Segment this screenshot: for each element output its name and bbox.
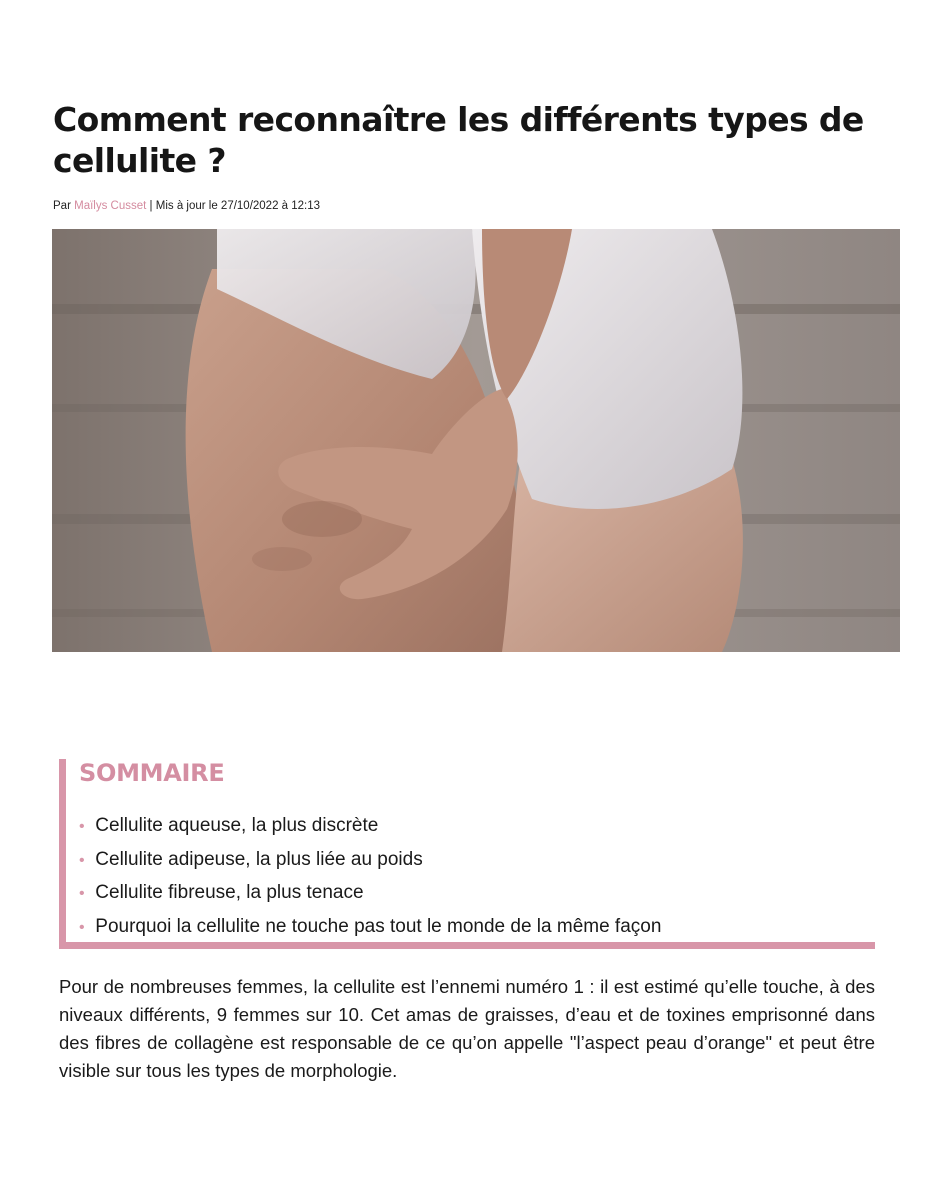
summary-item: [79, 810, 661, 844]
summary-box: [59, 759, 875, 949]
article-title: Comment reconnaître les différents types de cellulite ?: [53, 100, 864, 180]
author-link[interactable]: Maïlys Cusset: [74, 200, 147, 212]
updated-date: Mis à jour le 27/10/2022 à 12:13: [155, 200, 321, 212]
hero-photo: [52, 229, 900, 652]
bullet-icon: •: [79, 885, 85, 902]
summary-link-fibreuse[interactable]: Cellulite fibreuse, la plus tenace: [95, 882, 364, 903]
summary-item: [79, 911, 661, 945]
bullet-icon: •: [79, 818, 85, 835]
summary-link-pourquoi[interactable]: Pourquoi la cellulite ne touche pas tout le monde de la même façon: [95, 915, 662, 937]
byline-prefix: Par: [53, 200, 71, 212]
byline-separator: |: [149, 200, 153, 212]
summary-item: [79, 877, 661, 911]
summary-list: [79, 810, 661, 944]
intro-paragraph: Pour de nombreuses femmes, la cellulite est l’ennemi numéro 1 : il est estimé qu’elle touche, à des niveaux différents, 9 femmes sur 10. Cet amas de graisses, d’eau et de toxines emprisonné dans des fibres de collagène est responsable de ce qu’on appelle "l’aspect peau d’orange" et peut être visible sur tous les types de morphologie.: [59, 976, 875, 1081]
summary-link-adipeuse[interactable]: Cellulite adipeuse, la plus liée au poids: [95, 848, 423, 870]
summary-item: [79, 844, 661, 878]
summary-heading: SOMMAIRE: [79, 759, 225, 787]
bullet-icon: •: [79, 851, 85, 869]
summary-link-aqueuse[interactable]: Cellulite aqueuse, la plus discrète: [95, 815, 379, 836]
hero-image: [52, 229, 900, 652]
byline: [53, 199, 320, 213]
bullet-icon: •: [79, 918, 85, 936]
